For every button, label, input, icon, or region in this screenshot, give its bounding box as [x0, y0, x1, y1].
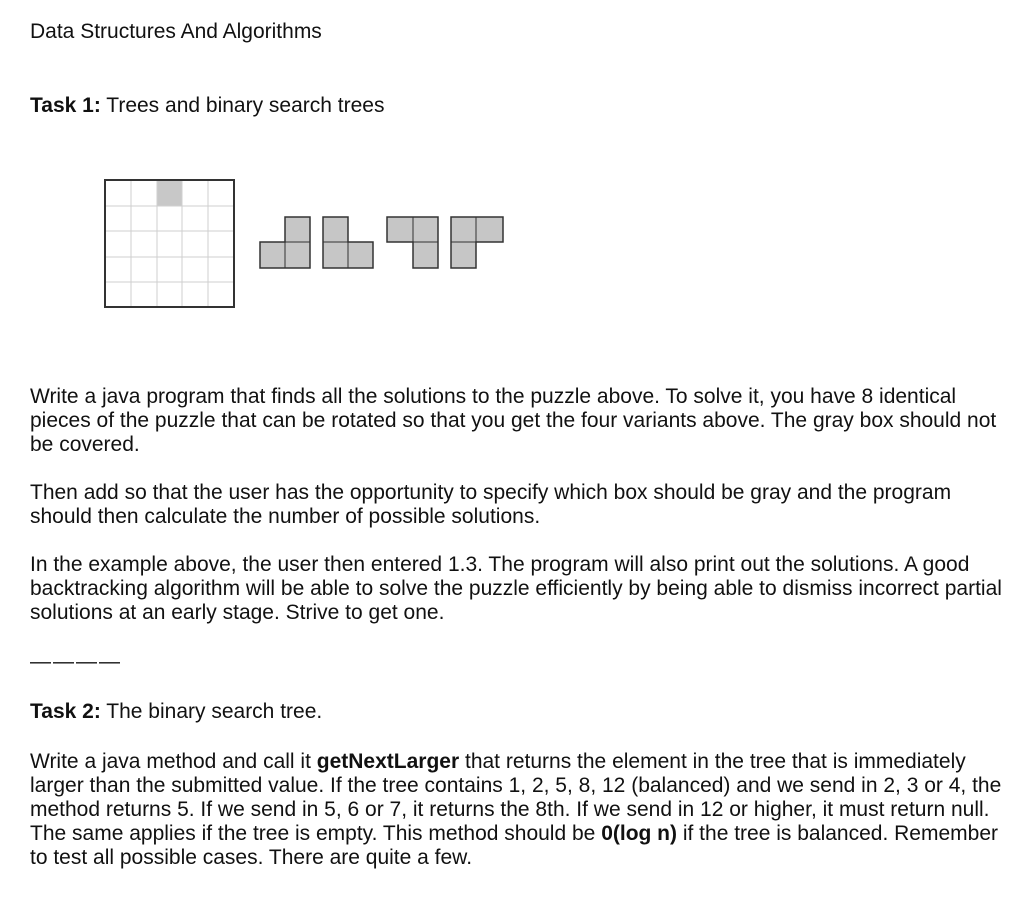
task2-paragraph [30, 750, 1005, 870]
task1-paragraph-1: Write a java program that finds all the solutions to the puzzle above. To solve it, you have 8 identical pieces of the puzzle that can be rotated so that you get the four variants above. The gray box should not be covered. [30, 385, 997, 456]
puzzle-piece-3 [387, 217, 438, 268]
task2-middle: that returns the element in the tree that is immediately larger than the submitted value. If the tree contains 1, 2, 5, 8, 12 (balanced) and we send in 2, 3 or 4, the method returns 5. If we send in 5, 6 or 7, it returns the 8th. If we send in 12 or higher, it must return null. The same applies if the tree is empty. This method should be [30, 750, 1002, 845]
complexity: 0(log n) [601, 822, 678, 845]
puzzle-figure [100, 175, 520, 320]
task2-label: Task 2: [30, 700, 101, 723]
task1-paragraph-3: In the example above, the user then entered 1.3. The program will also print out the solutions. A good backtracking algorithm will be able to solve the puzzle efficiently by being able to dismiss incorrect partial solutions at an early stage. Strive to get one. [30, 553, 1002, 624]
puzzle-illustration [100, 175, 520, 315]
gray-cell [157, 180, 182, 206]
task1-heading [30, 94, 384, 118]
task1-title: Trees and binary search trees [100, 94, 385, 117]
method-name: getNextLarger [316, 750, 460, 773]
task2-intro: Write a java method and call it [30, 750, 317, 773]
task1-paragraph-2: Then add so that the user has the opportunity to specify which box should be gray and the program should then calculate the number of possible solutions. [30, 481, 952, 528]
task1-label: Task 1: [30, 94, 101, 117]
task2-end: if the tree is balanced. Remember to test all possible cases. There are quite a few. [30, 822, 999, 869]
document-title: Data Structures And Algorithms [30, 20, 322, 43]
task2-heading [30, 700, 322, 724]
puzzle-board [105, 180, 234, 307]
section-separator: ———— [30, 650, 122, 673]
puzzle-piece-4 [451, 217, 503, 268]
puzzle-piece-1 [260, 217, 310, 268]
puzzle-piece-2 [323, 217, 373, 268]
task2-title: The binary search tree. [100, 700, 323, 723]
